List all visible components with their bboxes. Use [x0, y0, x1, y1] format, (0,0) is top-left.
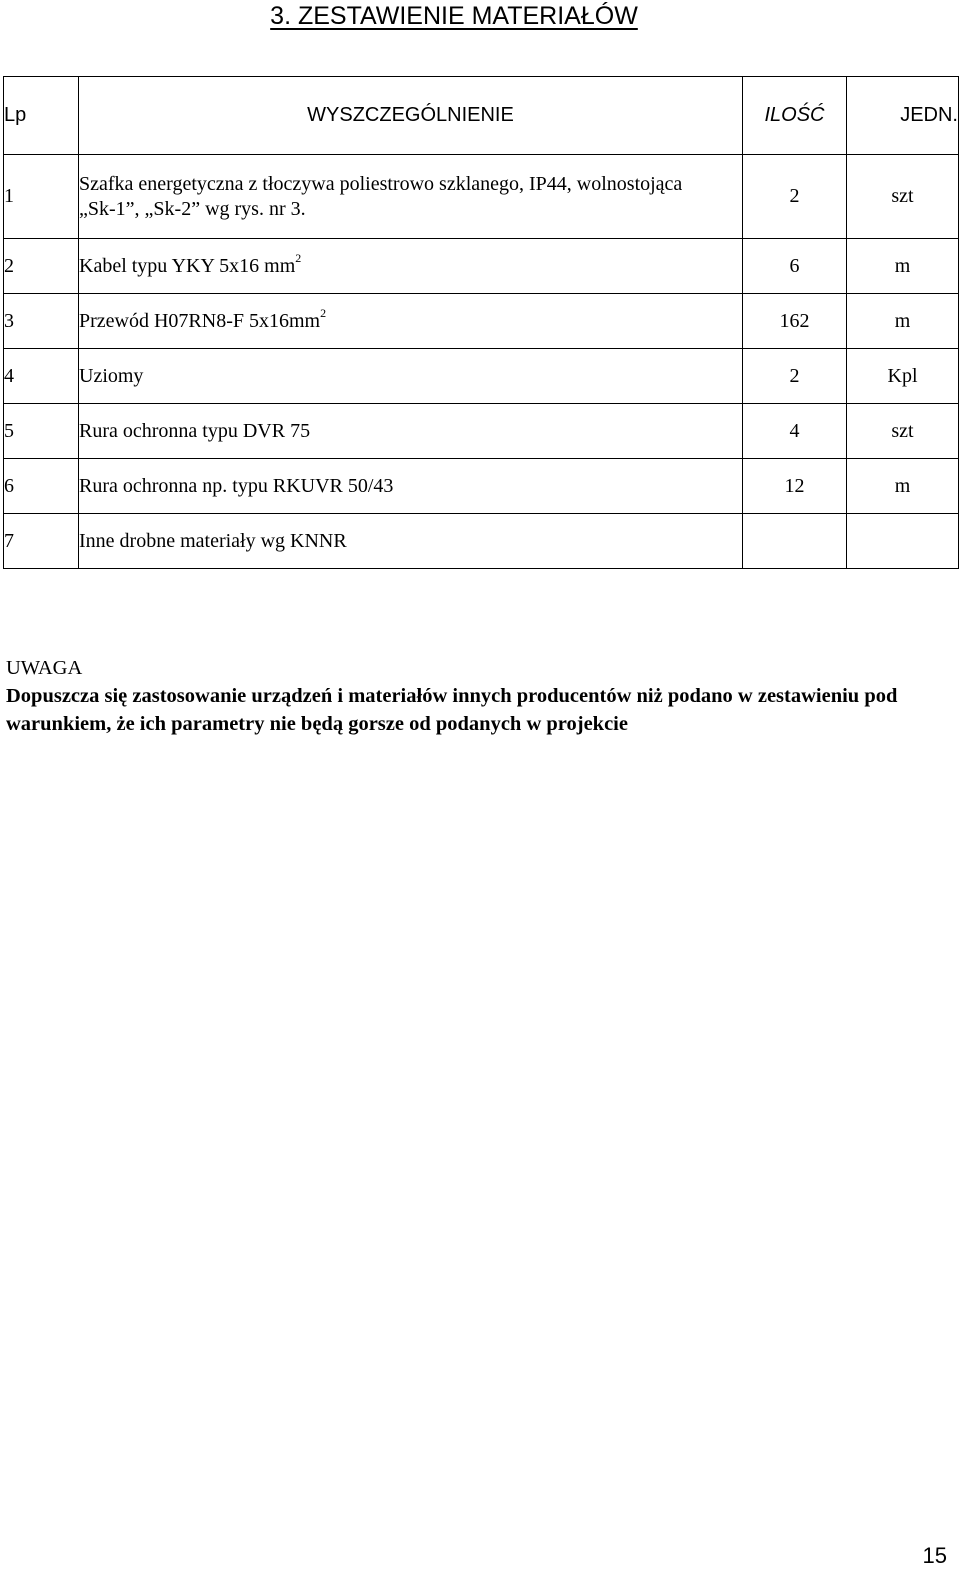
page-number: 15: [922, 1543, 947, 1568]
row-description: [79, 294, 743, 349]
row-lp: 6: [4, 459, 79, 514]
row-description-text: Rura ochronna typu DVR 75: [79, 419, 311, 442]
row-description: [79, 404, 743, 459]
row-quantity: 6: [743, 239, 847, 294]
page-title: 3. ZESTAWIENIE MATERIAŁÓW: [270, 2, 638, 30]
note-title: UWAGA: [6, 657, 83, 679]
row-lp: 7: [4, 514, 79, 569]
note-block: [6, 654, 951, 738]
row-unit: [847, 514, 959, 569]
header-lp: Lp: [4, 77, 79, 155]
row-unit: szt: [847, 404, 959, 459]
row-quantity: [743, 514, 847, 569]
row-description: [79, 459, 743, 514]
note-text: Dopuszcza się zastosowanie urządzeń i materiałów innych producentów niż podano w zestawieniu pod warunkiem, że ich parametry nie będą gorsze od podanych w projekcie: [6, 685, 898, 735]
header-unit: JEDN.: [847, 77, 959, 155]
row-quantity: 4: [743, 404, 847, 459]
row-description-text: Kabel typu YKY 5x16 mm: [79, 254, 296, 277]
row-quantity: 2: [743, 155, 847, 239]
table-header-row: [4, 77, 959, 155]
row-unit: m: [847, 459, 959, 514]
table-row: [4, 349, 959, 404]
row-lp: 4: [4, 349, 79, 404]
row-description: [79, 155, 743, 239]
table-row: [4, 459, 959, 514]
row-unit: m: [847, 294, 959, 349]
materials-table: [3, 76, 959, 569]
row-description-text: Inne drobne materiały wg KNNR: [79, 529, 347, 552]
table-row: [4, 514, 959, 569]
row-description-text: Szafka energetyczna z tłoczywa poliestrowo szklanego, IP44, wolnostojąca „Sk-1”, „Sk-2” wg rys. nr 3.: [79, 172, 683, 220]
row-lp: 3: [4, 294, 79, 349]
row-unit: m: [847, 239, 959, 294]
row-quantity: 12: [743, 459, 847, 514]
row-lp: 5: [4, 404, 79, 459]
row-description-text: Przewód H07RN8-F 5x16mm: [79, 309, 321, 332]
row-description-text: Uziomy: [79, 364, 144, 387]
header-description: WYSZCZEGÓLNIENIE: [79, 77, 743, 155]
header-quantity: ILOŚĆ: [743, 77, 847, 155]
row-description: [79, 514, 743, 569]
row-lp: 1: [4, 155, 79, 239]
row-quantity: 162: [743, 294, 847, 349]
row-description: [79, 239, 743, 294]
row-description: [79, 349, 743, 404]
superscript: 2: [295, 250, 302, 265]
row-unit: szt: [847, 155, 959, 239]
table-row: [4, 294, 959, 349]
row-lp: 2: [4, 239, 79, 294]
table-row: [4, 404, 959, 459]
table-row: [4, 155, 959, 239]
superscript: 2: [320, 305, 327, 320]
row-unit: Kpl: [847, 349, 959, 404]
row-description-text: Rura ochronna np. typu RKUVR 50/43: [79, 474, 394, 497]
table-row: [4, 239, 959, 294]
row-quantity: 2: [743, 349, 847, 404]
